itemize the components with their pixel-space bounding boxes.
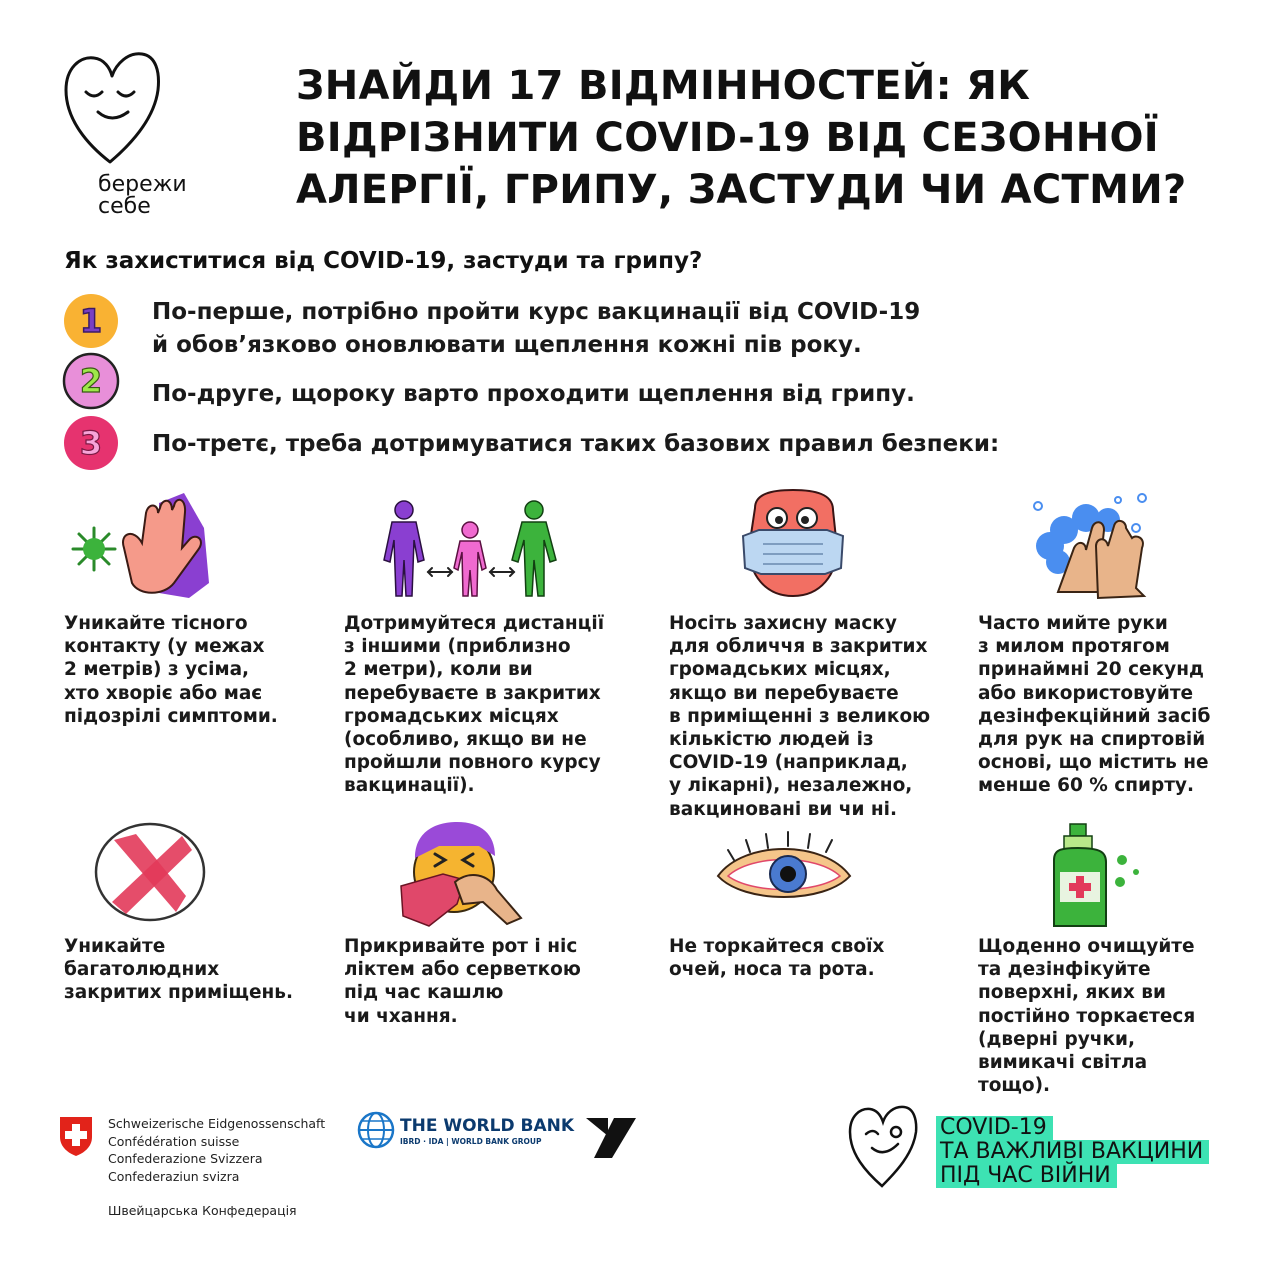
tip-disinfect-surfaces-text: [978, 935, 1195, 1097]
number-2-badge-icon: [62, 352, 120, 410]
swiss-name-de: Schweizerische Eidgenossenschaft: [108, 1116, 326, 1131]
tip-cover-cough-text: [344, 935, 581, 1028]
title-line-1: ЗНАЙДИ 17 ВІДМІННОСТЕЙ: ЯК: [296, 63, 1031, 109]
tip-8-line: тощо).: [978, 1075, 1051, 1097]
smiling-heart-icon: [58, 50, 168, 170]
tip-3-line: COVID-19 (наприклад,: [669, 752, 908, 774]
swiss-names: [108, 1115, 325, 1185]
tip-1-line: контакту (у межах: [64, 636, 265, 658]
logo-line-2: себе: [98, 194, 151, 219]
step-2-line-1: По-друге, щороку варто проходити щеплення від грипу.: [152, 381, 915, 407]
tip-4-line: дезінфекційний засіб: [978, 705, 1211, 727]
svg-text:1: 1: [79, 302, 103, 340]
tip-6-line: під час кашлю: [344, 982, 504, 1004]
step-3: [62, 412, 1212, 472]
tip-1-line: хто хворіє або має: [64, 682, 263, 704]
title-line-3: АЛЕРГІЇ, ГРИПУ, ЗАСТУДИ ЧИ АСТМИ?: [296, 167, 1187, 213]
tip-8-line: (дверні ручки,: [978, 1028, 1136, 1050]
tip-keep-distance-text: [344, 612, 604, 798]
step-1-line-1: По-перше, потрібно пройти курс вакцинації від COVID-19: [152, 299, 921, 325]
campaign-line-3: ПІД ЧАС ВІЙНИ: [936, 1164, 1117, 1188]
tip-3-line: в приміщенні з великою: [669, 705, 931, 727]
number-3-badge-icon: [62, 414, 120, 472]
tip-3-line: якщо ви перебуваєте: [669, 682, 899, 704]
campaign-label: [936, 1116, 1209, 1188]
logo-line-1: бережи: [98, 172, 187, 197]
world-bank-globe-icon: [356, 1110, 396, 1150]
number-1-badge-icon: [62, 292, 120, 350]
tip-7-line: очей, носа та рота.: [669, 959, 875, 981]
tip-3-line: у лікарні), незалежно,: [669, 775, 913, 797]
tip-8-line: та дезінфікуйте: [978, 959, 1151, 981]
swiss-name-ua: Швейцарська Конфедерація: [108, 1203, 297, 1218]
tip-3-line: громадських місцях,: [669, 659, 891, 681]
swiss-name-rm: Confederaziun svizra: [108, 1168, 240, 1184]
tip-4-line: для рук на спиртовій: [978, 729, 1206, 751]
svg-text:2: 2: [79, 362, 103, 400]
step-1-line-2: й обов’язково оновлювати щеплення кожні пів року.: [152, 332, 862, 358]
tip-1-line: підозрілі симптоми.: [64, 705, 278, 727]
swiss-name-fr: Confédération suisse: [108, 1133, 240, 1149]
world-bank-subtitle: IBRD · IDA | WORLD BANK GROUP: [400, 1137, 542, 1146]
swiss-shield-icon: [58, 1115, 94, 1157]
slash-brand-icon: [584, 1114, 638, 1160]
crossed-room-icon: [92, 820, 208, 926]
swiss-name-it: Confederazione Svizzera: [108, 1151, 263, 1166]
face-mask-icon: [741, 488, 846, 600]
sneeze-elbow-icon: [399, 820, 529, 928]
tip-wear-mask-text: [669, 612, 930, 821]
tip-4-line: з милом протягом: [978, 636, 1170, 658]
tip-2-line: пройшли повного курсу: [344, 752, 601, 774]
tip-3-line: для обличчя в закритих: [669, 636, 928, 658]
tip-3-line: Носіть захисну маску: [669, 613, 897, 634]
tip-4-line: Часто мийте руки: [978, 613, 1168, 634]
tip-6-line: ліктем або серветкою: [344, 959, 581, 981]
world-bank-logo: [356, 1110, 575, 1154]
tip-8-line: вимикачі світла: [978, 1052, 1148, 1074]
tip-8-line: Щоденно очищуйте: [978, 936, 1195, 957]
tip-2-line: Дотримуйтеся дистанції: [344, 613, 605, 634]
swiss-confederation-logo: [58, 1115, 326, 1218]
tip-3-line: кількістю людей із: [669, 729, 874, 751]
step-3-text: [152, 428, 999, 461]
tip-avoid-crowds-text: [64, 935, 293, 1005]
tip-5-line: закритих приміщень.: [64, 982, 294, 1004]
tip-avoid-contact-text: [64, 612, 278, 728]
campaign-line-1: COVID-19: [936, 1116, 1053, 1140]
step-1: [62, 292, 1212, 358]
tip-2-line: громадських місцях: [344, 705, 559, 727]
tip-no-touch-face-text: [669, 935, 884, 981]
title-line-2: ВІДРІЗНИТИ COVID-19 ВІД СЕЗОННОЇ: [296, 115, 1159, 161]
tip-5-line: багатолюдних: [64, 959, 220, 981]
tip-4-line: або використовуйте: [978, 682, 1194, 704]
tip-wash-hands-text: [978, 612, 1210, 798]
tip-1-line: Уникайте тісного: [64, 613, 248, 634]
eye-icon: [714, 820, 854, 915]
hands-virus-icon: [64, 488, 224, 603]
step-2-text: [152, 378, 915, 411]
logo-wordmark: [98, 174, 187, 218]
sanitizer-bottle-icon: [1050, 820, 1150, 932]
tip-3-line: вакциновані ви чи ні.: [669, 798, 898, 820]
step-2: [62, 352, 1212, 412]
tip-1-line: 2 метрів) з усіма,: [64, 659, 250, 681]
step-3-line-1: По-третє, треба дотримуватися таких базових правил безпеки:: [152, 431, 1000, 457]
section-subtitle: Як захиститися від COVID-19, застуди та грипу?: [64, 248, 703, 274]
tip-7-line: Не торкайтеся своїх: [669, 936, 885, 957]
tip-2-line: перебуваєте в закритих: [344, 682, 601, 704]
winking-heart-icon: [846, 1104, 920, 1190]
tip-2-line: (особливо, якщо ви не: [344, 729, 587, 751]
campaign-line-2: ТА ВАЖЛИВІ ВАКЦИНИ: [936, 1140, 1209, 1164]
hand-washing-icon: [1028, 488, 1158, 603]
tip-6-line: Прикривайте рот і ніс: [344, 936, 578, 957]
page-title: [296, 60, 1236, 216]
distance-people-icon: [372, 488, 572, 603]
brand-logo: [58, 50, 218, 225]
tip-4-line: принаймні 20 секунд: [978, 659, 1204, 681]
tip-2-line: вакцинації).: [344, 775, 475, 797]
tip-5-line: Уникайте: [64, 936, 166, 957]
tip-2-line: з іншими (приблизно: [344, 636, 571, 658]
tip-8-line: поверхні, яких ви: [978, 982, 1166, 1004]
tip-8-line: постійно торкаєтеся: [978, 1005, 1196, 1027]
world-bank-name: THE WORLD BANK: [400, 1116, 575, 1136]
svg-text:3: 3: [79, 424, 103, 462]
tip-4-line: менше 60 % спирту.: [978, 775, 1195, 797]
tip-2-line: 2 метри), коли ви: [344, 659, 533, 681]
tip-6-line: чи чхання.: [344, 1005, 458, 1027]
tip-4-line: основі, що містить не: [978, 752, 1209, 774]
